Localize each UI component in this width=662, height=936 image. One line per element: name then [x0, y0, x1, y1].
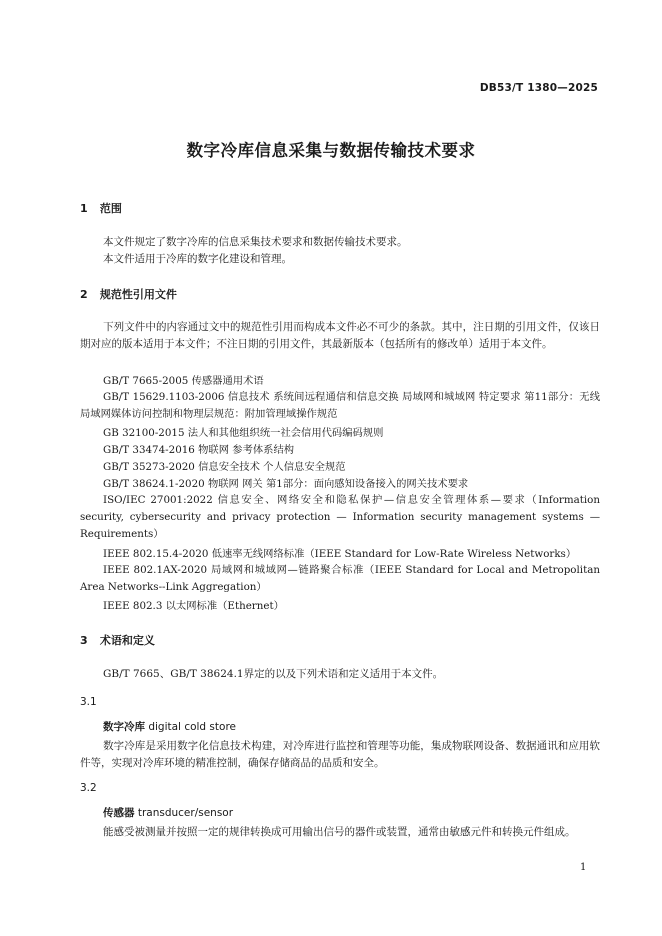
paragraph: 本文件规定了数字冷库的信息采集技术要求和数据传输技术要求。: [103, 236, 408, 248]
reference-item: IEEE 802.15.4-2020 低速率无线网络标准（IEEE Standard for Low-Rate Wireless Networks）: [103, 548, 577, 560]
reference-item: [80, 492, 600, 543]
definition-text: 能感受被测量并按照一定的规律转换成可用输出信号的器件或装置，通常由敏感元件和转换元件组成。: [103, 826, 576, 838]
paragraph-text: 下列文件中的内容通过文中的规范性引用而构成本文件必不可少的条款。其中，注日期的引用文件，仅该日期对应的版本适用于本文件；不注日期的引用文件，其最新版本（包括所有的修改单）适用于本文件。: [80, 321, 600, 350]
section-number: 3: [80, 634, 88, 647]
reference-text: GB/T 15629.1103-2006 信息技术 系统间远程通信和信息交换 局域网和城域网 特定要求 第11部分：无线局域网媒体访问控制和物理层规范：附加管理域操作规范: [80, 391, 600, 420]
paragraph: GB/T 7665、GB/T 38624.1界定的以及下列术语和定义适用于本文件。: [103, 668, 444, 680]
term-name-zh: 传感器: [103, 807, 135, 819]
document-title: 数字冷库信息采集与数据传输技术要求: [186, 141, 476, 160]
section-title: 范围: [99, 202, 122, 215]
reference-text: ISO/IEC 27001:2022 信息安全、网络安全和隐私保护—信息安全管理体系—要求（Information security, cybersecurity and privacy protection — Information security management systems — Requirements）: [80, 494, 600, 540]
reference-item: GB 32100-2015 法人和其他组织统一社会信用代码编码规则: [103, 427, 384, 439]
page-number: 1: [580, 862, 587, 873]
term-definition: [80, 738, 600, 772]
standard-code: DB53/T 1380—2025: [479, 82, 598, 94]
reference-text: IEEE 802.1AX-2020 局域网和城域网—链路聚合标准（IEEE Standard for Local and Metropolitan Area Networks--Link Aggregation）: [80, 564, 600, 593]
term-number: 3.1: [80, 696, 97, 708]
definition-text: 数字冷库是采用数字化信息技术构建，对冷库进行监控和管理等功能，集成物联网设备、数据通讯和应用软件等，实现对冷库环境的精准控制，确保存储商品的品质和安全。: [80, 740, 600, 769]
reference-item: GB/T 38624.1-2020 物联网 网关 第1部分：面向感知设备接入的网关技术要求: [103, 478, 469, 490]
term-definition: [80, 824, 600, 841]
paragraph: [80, 319, 600, 353]
term-name-zh: 数字冷库: [103, 721, 145, 733]
term-name-en: digital cold store: [148, 721, 236, 733]
reference-item: [80, 389, 600, 423]
paragraph: 本文件适用于冷库的数字化建设和管理。: [103, 253, 292, 265]
section-2-heading: [80, 286, 177, 302]
section-number: 2: [80, 288, 88, 301]
section-1-heading: [80, 200, 122, 216]
reference-item: GB/T 7665-2005 传感器通用术语: [103, 375, 264, 387]
section-title: 术语和定义: [99, 634, 155, 647]
section-3-heading: [80, 632, 155, 648]
reference-item: GB/T 35273-2020 信息安全技术 个人信息安全规范: [103, 461, 346, 473]
term-name-en: transducer/sensor: [137, 807, 234, 819]
reference-item: [80, 562, 600, 596]
term-name: [103, 719, 236, 734]
term-name: [103, 805, 233, 820]
reference-item: IEEE 802.3 以太网标准（Ethernet）: [103, 600, 284, 612]
section-number: 1: [80, 202, 88, 215]
term-number: 3.2: [80, 782, 97, 794]
reference-item: GB/T 33474-2016 物联网 参考体系结构: [103, 444, 295, 456]
section-title: 规范性引用文件: [99, 288, 177, 301]
